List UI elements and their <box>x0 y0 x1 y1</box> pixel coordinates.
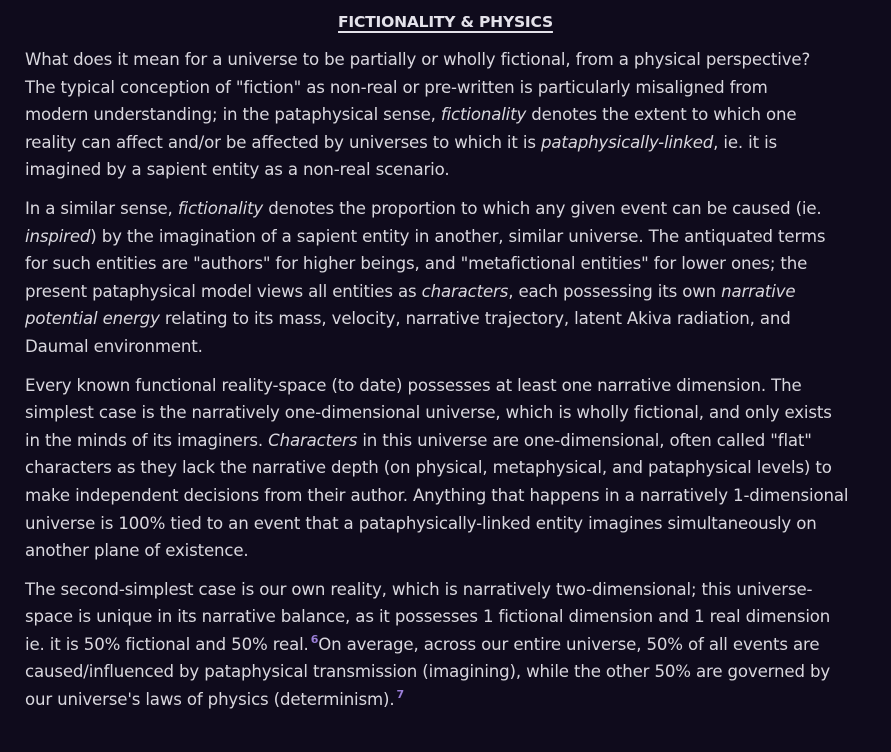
p3-line-3: in the minds of its imaginers. <box>25 430 269 450</box>
p3-line-1: Every known functional reality-space (to date) possesses at least one narrative dimension. The <box>25 375 802 395</box>
p2-line-6: Daumal environment. <box>25 336 203 356</box>
p1-line-2: The typical conception of "fiction" as non-real or pre-written is particularly misaligned from <box>25 77 768 97</box>
p1-line-4-end: , ie. it is <box>713 132 778 152</box>
p2-line-5: relating to its mass, velocity, narrative trajectory, latent Akiva radiation, and <box>159 309 791 329</box>
paragraph-4 <box>25 576 866 714</box>
p3-line-6: universe is 100% tied to an event that a pataphysically-linked entity imagines simultaneously on <box>25 513 817 533</box>
p3-line-5: make independent decisions from their author. Anything that happens in a narratively 1-dimensional <box>25 485 849 505</box>
p3-line-2: simplest case is the narratively one-dimensional universe, which is wholly fictional, and only exists <box>25 403 832 423</box>
p4-line-3-end: On average, across our entire universe, 50% of all events are <box>318 634 820 654</box>
term-pataphysically-linked: pataphysically-linked <box>540 132 714 152</box>
paragraph-1 <box>25 46 866 184</box>
p4-line-5: our universe's laws of physics (determinism). <box>25 690 395 710</box>
p2-line-4-mid: , each possessing its own <box>508 281 722 301</box>
p2-line-1: In a similar sense, <box>25 198 178 218</box>
p1-line-4: reality can affect and/or be affected by universes to which it is <box>25 132 541 152</box>
paragraph-3 <box>25 372 866 565</box>
p3-line-4: characters as they lack the narrative depth (on physical, metaphysical, and pataphysical levels) to <box>25 458 832 478</box>
term-fictionality: fictionality <box>440 105 527 125</box>
p4-line-4: caused/influenced by pataphysical transmission (imagining), while the other 50% are governed by <box>25 662 831 682</box>
p4-line-2: space is unique in its narrative balance, as it possesses 1 fictional dimension and 1 real dimension <box>25 607 831 627</box>
section-title <box>25 12 866 32</box>
term-inspired: inspired <box>25 226 91 246</box>
p1-line-1: What does it mean for a universe to be partially or wholly fictional, from a physical perspective? <box>25 50 811 69</box>
paragraph-2 <box>25 195 866 361</box>
footnote-link-6[interactable]: 6 <box>310 632 319 646</box>
p4-line-1: The second-simplest case is our own reality, which is narratively two-dimensional; this universe- <box>25 579 813 599</box>
p1-line-3-end: denotes the extent to which one <box>526 105 797 125</box>
p1-line-5: imagined by a sapient entity as a non-real scenario. <box>25 160 450 180</box>
p2-line-3: for such entities are "authors" for higher beings, and "metafictional entities" for lower ones; the <box>25 254 808 274</box>
term-narrative: narrative <box>721 281 796 301</box>
term-characters-2: Characters <box>268 430 358 450</box>
p4-line-3: ie. it is 50% fictional and 50% real. <box>25 634 309 654</box>
p2-line-1-end: denotes the proportion to which any given event can be caused (ie. <box>263 198 822 218</box>
p3-line-3-end: in this universe are one-dimensional, often called "flat" <box>357 430 812 450</box>
footnote-link-7[interactable]: 7 <box>396 688 404 702</box>
section-title-text: FICTIONALITY & PHYSICS <box>338 13 553 31</box>
term-characters: characters <box>421 281 509 301</box>
p1-line-3: modern understanding; in the pataphysical sense, <box>25 105 441 125</box>
p2-line-2: ) by the imagination of a sapient entity in another, similar universe. The antiquated terms <box>90 226 826 246</box>
p3-line-7: another plane of existence. <box>25 541 249 561</box>
term-potential-energy: potential energy <box>25 309 160 329</box>
p2-line-4: present pataphysical model views all entities as <box>25 281 422 301</box>
term-fictionality-2: fictionality <box>177 198 264 218</box>
